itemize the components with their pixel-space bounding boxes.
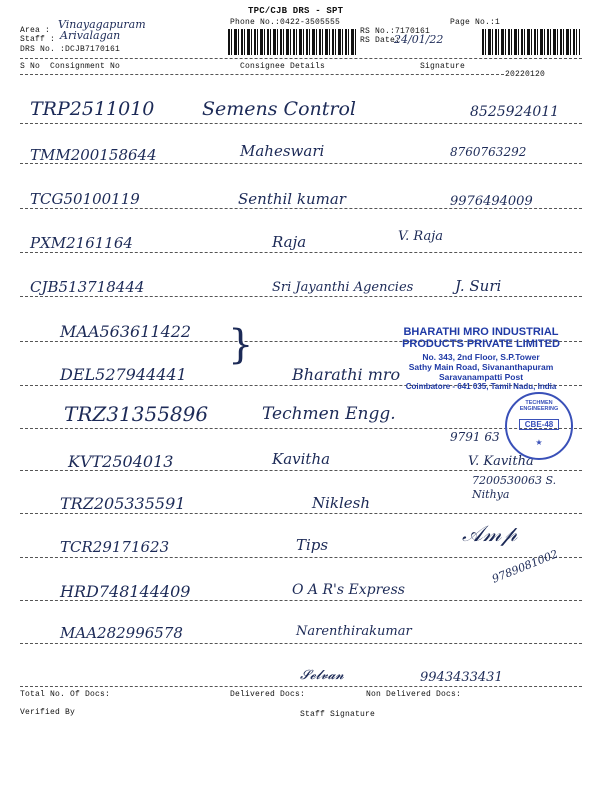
row-4-consignment: PXM2161164 bbox=[30, 234, 133, 252]
row-4-signature: V. Raja bbox=[398, 229, 443, 244]
stamp-address-3: Saravanampatti Post bbox=[438, 372, 524, 382]
print-date: 20220120 bbox=[505, 70, 546, 79]
seal-star-icon: ★ bbox=[535, 438, 543, 447]
row-13-consignee: Narenthirakumar bbox=[296, 624, 412, 639]
row-4-consignee: Raja bbox=[272, 233, 307, 251]
stamp-company: BHARATHI MRO INDUSTRIAL bbox=[403, 326, 559, 338]
row-8-consignee: Techmen Engg. bbox=[262, 404, 396, 424]
row-12-consignee: O A R's Express bbox=[292, 582, 405, 598]
seal-ring-text: TECHMEN ENGINEERING bbox=[519, 400, 559, 412]
row-1-signature: 8525924011 bbox=[470, 104, 560, 120]
row-7-consignee: Bharathi mro bbox=[292, 365, 401, 384]
row-8-signature: 9791 63 bbox=[450, 430, 500, 444]
company-stamp bbox=[392, 326, 570, 391]
row-3-consignment: TCG50100119 bbox=[30, 190, 140, 208]
row-2-signature: 8760763292 bbox=[450, 145, 527, 159]
phone-number: Phone No.:0422-3505555 bbox=[230, 18, 341, 27]
row-11-consignee: Tips bbox=[296, 536, 329, 554]
rs-number: RS No.:7170161 bbox=[360, 27, 431, 36]
footer-divider bbox=[20, 686, 582, 687]
brace-mark: } bbox=[228, 322, 254, 368]
barcode-rs bbox=[482, 29, 580, 55]
row-2-consignment: TMM200158644 bbox=[30, 146, 157, 164]
document-title: TPC/CJB DRS - SPT bbox=[248, 6, 344, 16]
row-1-consignment: TRP2511010 bbox=[30, 98, 155, 120]
drs-number: DRS No. :DCJB7170161 bbox=[20, 45, 121, 54]
row-8-consignment: TRZ31355896 bbox=[64, 402, 209, 426]
row-11-consignment: TCR29171623 bbox=[60, 538, 170, 556]
row-5-consignment: CJB513718444 bbox=[30, 278, 145, 296]
row-9-consignment: KVT2504013 bbox=[68, 452, 174, 471]
row-1-consignee: Semens Control bbox=[202, 98, 356, 120]
header-divider-bottom bbox=[20, 74, 504, 75]
stamp-company-2: PRODUCTS PRIVATE LIMITED bbox=[402, 338, 560, 350]
row-3-consignee: Senthil kumar bbox=[238, 190, 346, 208]
row-5-consignee: Sri Jayanthi Agencies bbox=[272, 280, 414, 295]
page-number: Page No.:1 bbox=[450, 18, 501, 27]
row-5-signature: J. Suri bbox=[455, 277, 502, 295]
verified-by-label: Verified By bbox=[20, 708, 76, 717]
column-signature: Signature bbox=[420, 62, 466, 71]
row-12-consignment: HRD748144409 bbox=[60, 582, 191, 601]
row-6-consignment: MAA563611422 bbox=[60, 322, 192, 341]
column-sno: S No bbox=[20, 62, 41, 71]
column-consignment: Consignment No bbox=[50, 62, 121, 71]
stamp-address-1: No. 343, 2nd Floor, S.P.Tower bbox=[422, 352, 540, 362]
area-label: Area : bbox=[20, 26, 51, 35]
row-10-signature: 7200530063 S. Nithya bbox=[472, 474, 557, 501]
row-12-signature: 9789081002 bbox=[490, 547, 560, 586]
row-10-consignment: TRZ205335591 bbox=[60, 494, 186, 513]
row-7-consignment: DEL527944441 bbox=[60, 365, 187, 384]
row-13-consignment: MAA282996578 bbox=[60, 624, 183, 642]
row-10-consignee: Niklesh bbox=[312, 494, 371, 512]
column-consignee: Consignee Details bbox=[240, 62, 326, 71]
barcode-drs bbox=[228, 29, 356, 55]
non-delivered-docs-label: Non Delivered Docs: bbox=[366, 690, 462, 699]
row-3-signature: 9976494009 bbox=[450, 194, 533, 209]
staff-signature-label: Staff Signature bbox=[300, 710, 376, 719]
header-divider-top bbox=[20, 58, 582, 59]
delivered-docs-label: Delivered Docs: bbox=[230, 690, 306, 699]
staff-value: Arivalagan bbox=[60, 29, 121, 42]
stamp-address-4: Coimbatore - 641 035, Tamil Nadu, India bbox=[405, 382, 557, 391]
area-value: Vinayagapuram bbox=[58, 18, 146, 31]
staff-label: Staff : bbox=[20, 35, 56, 44]
row-9-consignee: Kavitha bbox=[272, 450, 331, 468]
row-11-signature-scribble: 𝒜𝓂𝓅 bbox=[462, 522, 518, 547]
rs-date-value: 24/01/22 bbox=[394, 33, 444, 46]
row-2-consignee: Maheswari bbox=[240, 142, 325, 160]
row-14-signature: 9943433431 bbox=[420, 670, 503, 685]
rs-date-label: RS Date: bbox=[360, 36, 401, 45]
total-docs-label: Total No. Of Docs: bbox=[20, 690, 111, 699]
stamp-address-2: Sathy Main Road, Sivananthapuram bbox=[408, 362, 554, 372]
row-14-signature-scribble: 𝓢𝓮𝓵𝓿𝓪𝓷 bbox=[300, 668, 344, 683]
row-9-signature: V. Kavitha bbox=[468, 454, 534, 469]
seal-center-text: CBE-48 bbox=[519, 419, 559, 430]
engineering-seal bbox=[505, 392, 573, 460]
